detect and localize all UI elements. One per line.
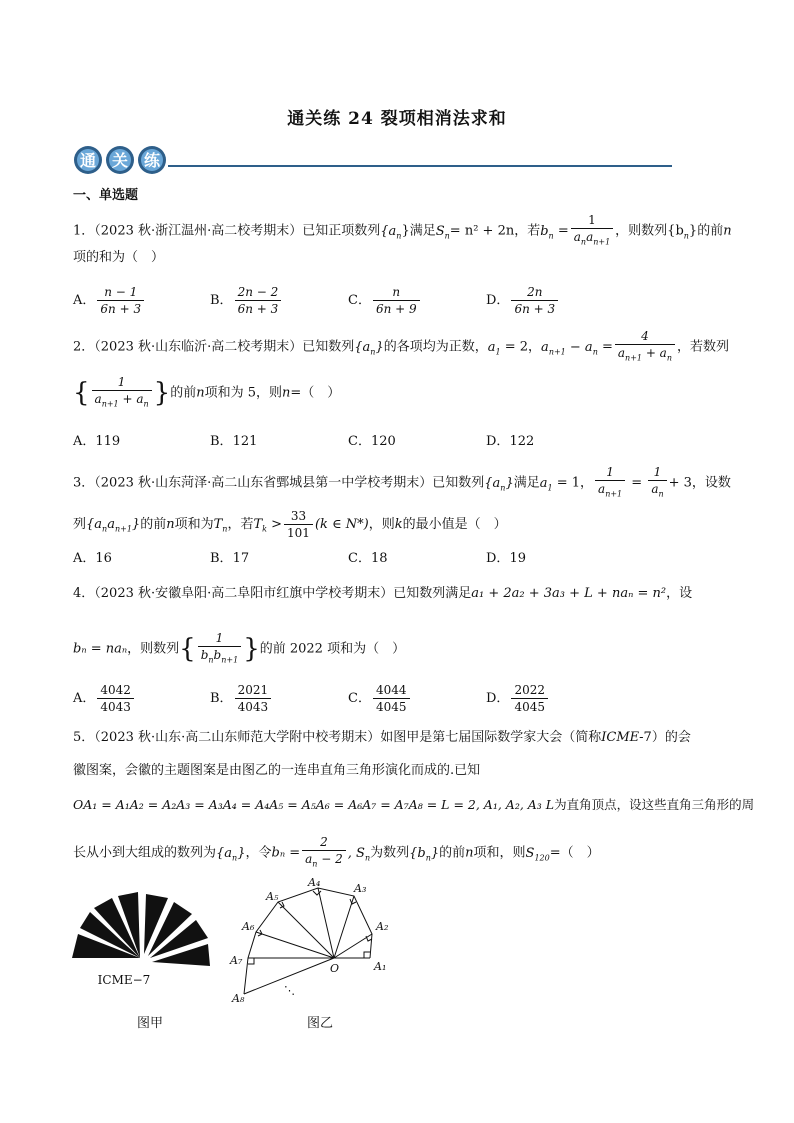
q1-option-c[interactable]: C． $\frac{n}{6n + 9}$ [348,284,422,317]
q1-text-2: ，则数列{b [615,223,684,239]
q1-eq: = [557,223,569,239]
question-2-line-2: { $\frac{1}{a_{n+1} + a_n}$ }的前n项和为 5，则n=（ ） [73,374,340,412]
question-5-line-3: OA₁ = A₁A₂ = A₂A₃ = A₃A₄ = A₄A₅ = A₅A₆ = A₆A₇ = A₇A₈ = L = 2, A₁, A₂, A₃ L为直角顶点，设这些直角三角形的周 [73,797,755,812]
q2-option-a[interactable]: A．119 [73,434,121,449]
question-5-line-2: 徽图案，会徽的主题图案是由图乙的一连串直角三角形演化而成的.已知 [73,763,481,778]
q1-option-d[interactable]: D． $\frac{2n}{6n + 3}$ [486,284,560,317]
question-1-line-1: 1．（2023 秋·浙江温州·高二校考期末）已知正项数列$\{a_n\}$满足$S_n= n^2 + 2n$，若$b_n$ = $\frac{1}{a_na_{n+1}}$ ，则数列$\{b_n\}$的前n [73,212,732,250]
icme-logo-figure [68,888,214,988]
question-5-line-4: 长从小到大组成的数列为$\{a_n\}$，令bₙ = $\frac{2}{a_n - 2}$ , $S_n$为数列$\{b_n\}$的前n项和，则$S_{120}=$（ ） [73,835,600,869]
q1-text: }满足 [401,223,436,239]
q1-text-3: }的前 [688,223,724,239]
q1-seq: {$a_n$ [380,223,402,241]
banner-char: 关 [111,151,129,170]
q4-option-a[interactable]: A． $\frac{4042}{4043}$ [73,682,136,715]
spoke [256,932,334,958]
figure-a-caption: 图甲 [136,1016,163,1031]
q1-option-a[interactable]: A． $\frac{n - 1}{6n + 3}$ [73,284,146,317]
point-a7: A₇ [230,954,243,967]
q2-option-d[interactable]: D．122 [486,434,535,449]
q1-bn: $b_n$ [540,223,554,241]
q3-option-d[interactable]: D．19 [486,551,526,566]
q3-option-c[interactable]: C．18 [348,551,388,566]
question-1-line-2: 项的和为（ ） [73,250,165,265]
q2-fraction: $\frac{4}{a_{n+1} + a_n}$ [615,328,675,366]
q1-sn: $S_n$ [435,223,450,241]
q1-option-b[interactable]: B． $\frac{2n - 2}{6n + 3}$ [210,284,283,317]
point-a5: A₅ [266,890,279,903]
q3-option-b[interactable]: B．17 [210,551,250,566]
point-a4: A₄ [308,876,321,889]
question-3-line-1: 3．（2023 秋·山东菏泽·高二山东省鄄城县第一中学校考期末）已知数列$\{a_n\}$满足$a_1 = 1$， $\frac{1}{a_{n+1}}$ = $\frac{1}{a_n}$ + 3，设数 [73,465,731,499]
banner-char: 通 [79,151,97,170]
q3-option-a[interactable]: A．16 [73,551,112,566]
q2-sequence-fraction: $\frac{1}{a_{n+1} + a_n}$ [92,374,152,412]
point-a2: A₂ [376,920,389,933]
q2-option-c[interactable]: C．120 [348,434,396,449]
q1-sn-value: = n² + 2n，若 [449,223,541,239]
figure-b-caption: 图乙 [306,1016,333,1031]
q2-option-b[interactable]: B．121 [210,434,258,449]
q4-option-c[interactable]: C． $\frac{4044}{4045}$ [348,682,412,715]
q1-prefix: 1．（2023 秋·浙江温州·高二校考期末）已知正项数列 [73,223,381,239]
banner-logo [72,144,168,176]
q4-option-d[interactable]: D． $\frac{2022}{4045}$ [486,682,550,715]
question-3-line-2: 列$\{a_na_{n+1}\}$的前n项和为$T_n$，若$T_k$ > $\frac{33}{101}$ (k ∈ N*)，则k的最小值是（ ） [73,509,507,540]
point-a8: A₈ [232,992,245,1005]
q1-n: n [723,223,732,239]
point-a3: A₃ [354,882,367,895]
continuation-dots: ⋱ [284,984,295,997]
section-title: 一、单选题 [73,188,139,203]
spiral-triangles-figure [226,874,398,1006]
spoke [334,896,354,958]
spoke [318,888,334,958]
right-angle-mark [248,958,254,964]
banner-char: 练 [143,151,161,170]
icme-label: ICME−7 [97,973,151,987]
spoke [278,902,334,958]
point-a6: A₆ [242,920,255,933]
point-a1: A₁ [374,960,387,973]
page-title: 通关练 24 裂项相消法求和 [287,109,507,129]
right-angle-mark [364,952,370,958]
point-o: O [330,962,340,975]
question-4-line-2: bₙ = naₙ，则数列{ $\frac{1}{b_nb_{n+1}}$ }的前 2022 项和为（ ） [73,631,406,665]
q4-option-b[interactable]: B． $\frac{2021}{4043}$ [210,682,273,715]
banner-divider [168,165,672,167]
question-5-line-1: 5．（2023 秋·山东·高二山东师范大学附中校考期末）如图甲是第七届国际数学家大会（简称ICME-7）的会 [73,730,691,745]
q1-bn-fraction: $\frac{1}{a_na_{n+1}}$ [571,212,613,250]
question-4-line-1: 4．（2023 秋·安徽阜阳·高二阜阳市红旗中学校考期末）已知数列满足a₁ + 2a₂ + 3a₃ + L + naₙ = n²，设 [73,586,693,601]
question-2-line-1: 2．（2023 秋·山东临沂·高二校考期末）已知数列$\{a_n\}$的各项均为正数，$a_1 = 2$，$a_{n+1} - a_n$ = $\frac{4}{a_{n+1} + a_n}$ ，若数列 [73,328,729,366]
